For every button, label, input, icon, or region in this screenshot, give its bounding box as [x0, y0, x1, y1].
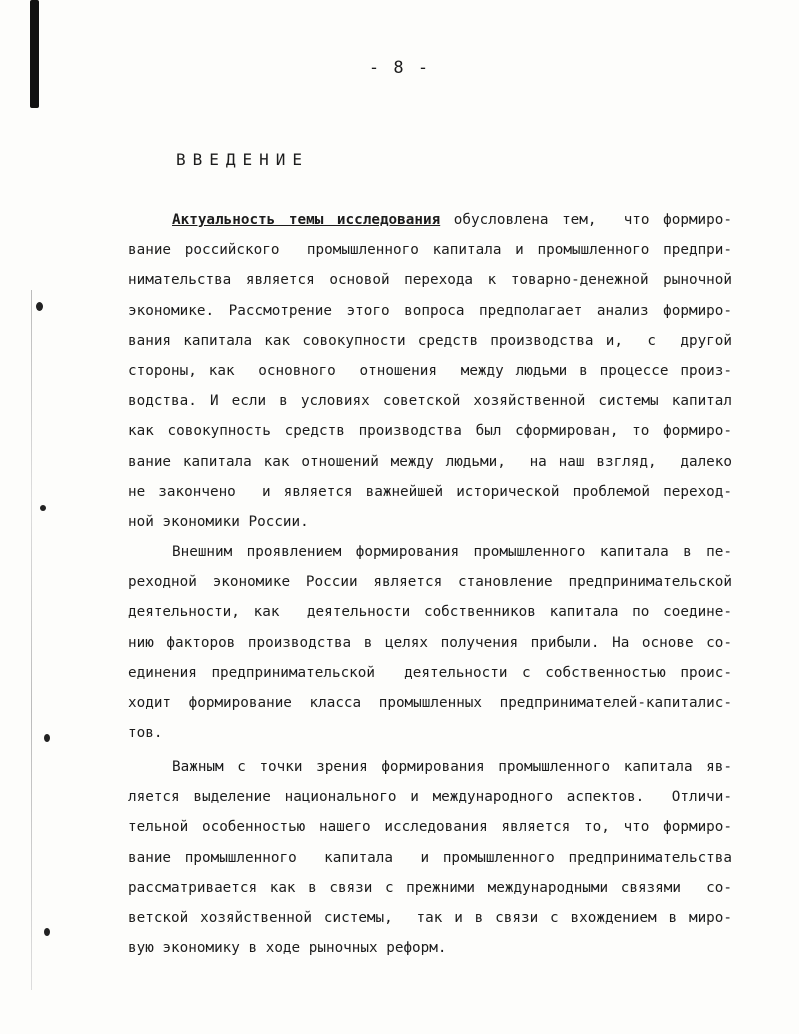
scan-edge-artifact — [30, 0, 39, 108]
paragraph-1 — [128, 205, 732, 537]
paragraph-line: вание российского промышленного капитала и промышленного предпри- — [128, 242, 732, 259]
scan-margin-line — [31, 290, 32, 990]
paragraph-line: реходной экономике России является становление предпринимательской — [128, 574, 732, 591]
paragraph-line: рассматривается как в связи с прежними международными связями со- — [128, 879, 732, 896]
paragraph-line: тов. — [128, 725, 163, 742]
paragraph-line: ляется выделение национального и международного аспектов. Отличи- — [128, 789, 732, 806]
line-text: обусловлена тем, что формиро- — [440, 212, 732, 228]
scan-speck — [36, 302, 43, 311]
section-heading: ВВЕДЕНИЕ — [176, 150, 310, 169]
paragraph-line: вание капитала как отношений между людьми, на наш взгляд, далеко — [128, 453, 732, 470]
lead-phrase: Актуальность темы исследования — [172, 212, 441, 228]
paragraph-line — [128, 205, 732, 235]
scan-speck — [44, 734, 50, 742]
paragraph-line: вания капитала как совокупности средств производства и, с другой — [128, 332, 732, 349]
paragraph-line: стороны, как основного отношения между людьми в процессе произ- — [128, 362, 732, 379]
scan-speck — [44, 928, 50, 936]
paragraph-line: единения предпринимательской деятельности с собственностью проис- — [128, 664, 732, 681]
paragraph-line: ной экономики России. — [128, 513, 309, 530]
paragraph-3 — [128, 752, 732, 963]
paragraph-line: как совокупность средств производства был сформирован, то формиро- — [128, 423, 732, 440]
page-number: - 8 - — [368, 58, 431, 78]
paragraph-line: нимательства является основой перехода к товарно-денежной рыночной — [128, 272, 732, 289]
paragraph-line: ветской хозяйственной системы, так и в связи с вхождением в миро- — [128, 909, 732, 926]
paragraph-line: водства. И если в условиях советской хозяйственной системы капитал — [128, 393, 732, 410]
paragraph-line: Важным с точки зрения формирования промышленного капитала яв- — [172, 759, 732, 775]
paragraph-line: не закончено и является важнейшей исторической проблемой переход- — [128, 483, 732, 500]
paragraph-2 — [128, 537, 732, 748]
paragraph-line: вание промышленного капитала и промышленного предпринимательства — [128, 849, 732, 866]
paragraph-line: ходит формирование класса промышленных предпринимателей-капиталис- — [128, 694, 732, 711]
paragraph-line: Внешним проявлением формирования промышленного капитала в пе- — [172, 544, 732, 560]
paragraph-line: нию факторов производства в целях получения прибыли. На основе со- — [128, 634, 732, 651]
paragraph-line: деятельности, как деятельности собственников капитала по соедине- — [128, 604, 732, 621]
paragraph-line: вую экономику в ходе рыночных реформ. — [128, 940, 447, 957]
paragraph-line: экономике. Рассмотрение этого вопроса предполагает анализ формиро- — [128, 302, 732, 319]
scan-speck — [40, 505, 46, 511]
paragraph-line: тельной особенностью нашего исследования является то, что формиро- — [128, 819, 732, 836]
